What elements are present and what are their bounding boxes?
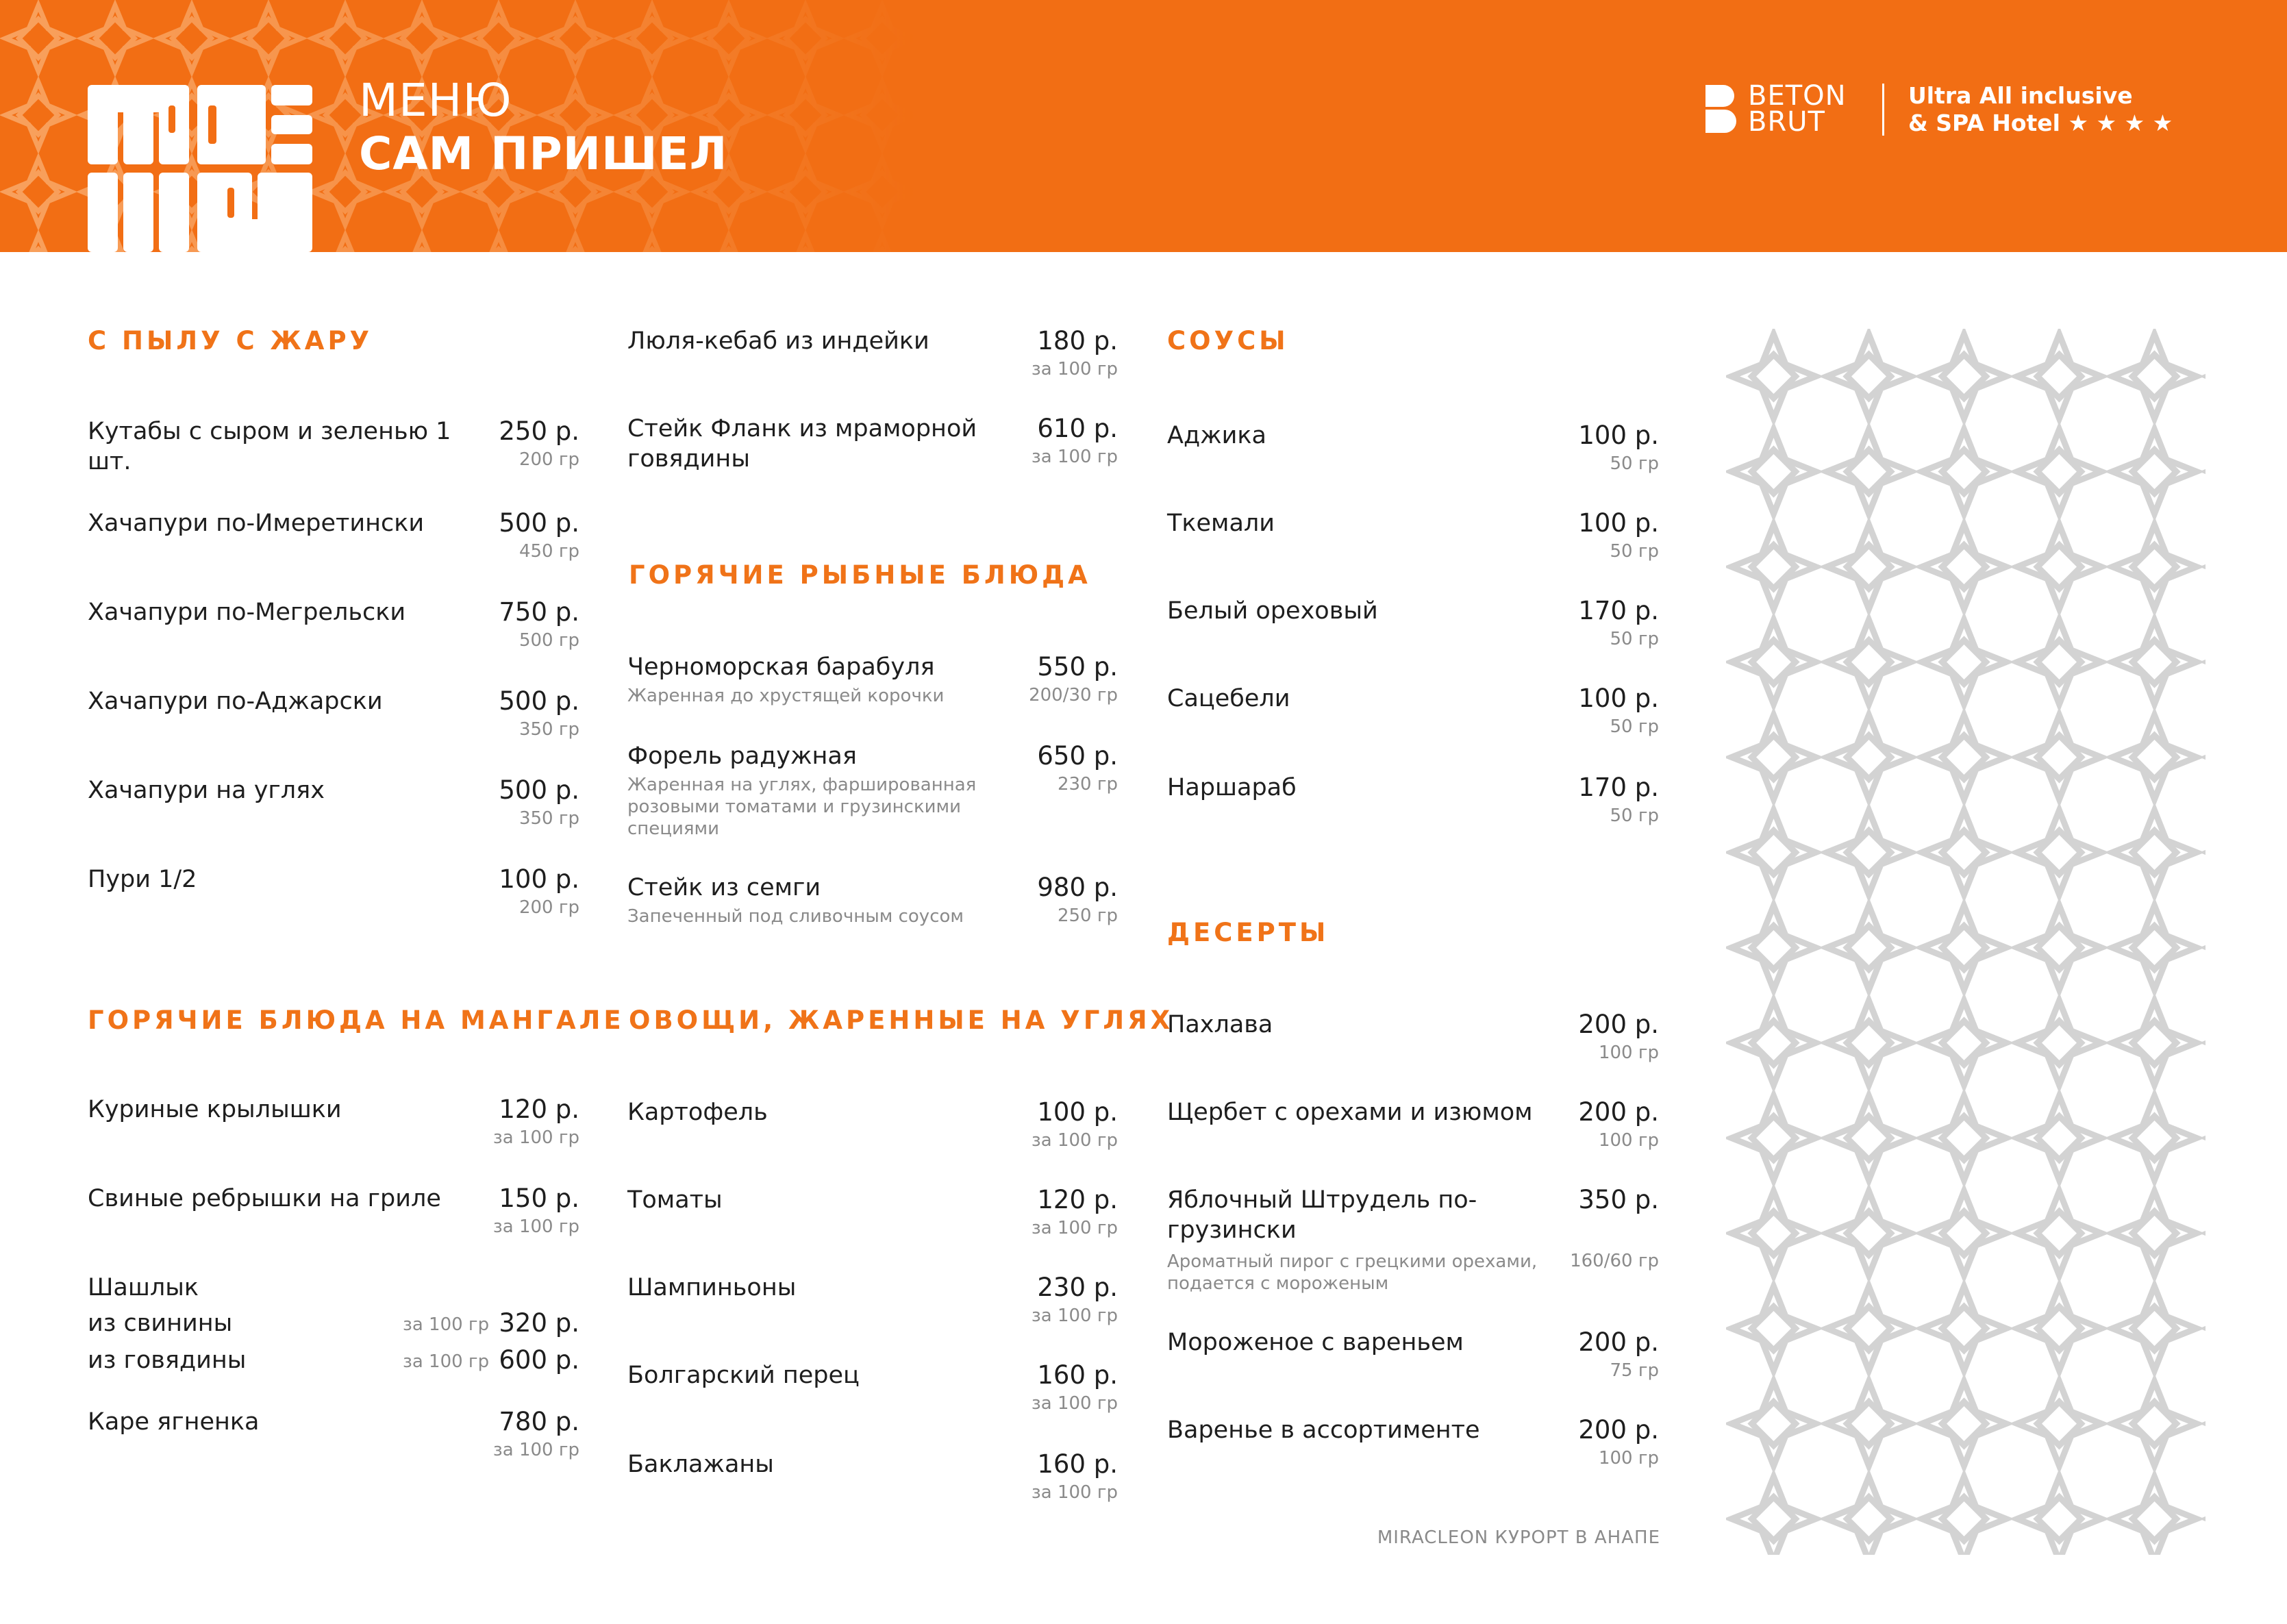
item-name: Кутабы с сыром и зеленью 1 шт.	[88, 418, 451, 475]
item-weight: 200/30 гр	[1029, 685, 1118, 705]
item-description: Жаренная на углях, фаршированная розовыми томатами и грузинскими специями	[627, 775, 977, 839]
item-name: Варенье в ассортименте	[1167, 1416, 1480, 1444]
item-weight: за 100 гр	[1031, 447, 1118, 467]
menu-item	[88, 1184, 579, 1245]
item-weight: 50 гр	[1610, 453, 1659, 474]
item-name: Хачапури по-Аджарски	[88, 688, 383, 715]
item-weight: 500 гр	[518, 630, 579, 651]
item-name: Куриные крылышки	[88, 1096, 342, 1123]
menu-item	[88, 1095, 579, 1156]
section-title-veg: ОВОЩИ, ЖАРЕННЫЕ НА УГЛЯХ	[629, 1005, 1174, 1035]
item-name: Черноморская барабуля	[627, 653, 935, 681]
item-price: 230 р.	[1037, 1273, 1118, 1302]
item-price: 350 р.	[1578, 1185, 1659, 1214]
item-name: Сацебели	[1167, 685, 1290, 712]
item-price: 120 р.	[499, 1095, 579, 1124]
item-price: 500 р.	[499, 686, 579, 716]
item-weight: 450 гр	[518, 541, 579, 562]
item-weight: 50 гр	[1610, 541, 1659, 562]
shashlyk-option-price: 600 р.	[499, 1345, 579, 1375]
menu-item	[88, 416, 579, 485]
menu-item	[1167, 1415, 1659, 1477]
footer-note: MIRACLEON КУРОРТ В АНАПЕ	[1377, 1527, 1660, 1548]
item-price: 150 р.	[499, 1184, 579, 1213]
section-title-desserts: ДЕСЕРТЫ	[1167, 918, 1329, 947]
section-title-s-pylu: С ПЫЛУ С ЖАРУ	[88, 326, 373, 355]
item-weight: 50 гр	[1610, 629, 1659, 649]
item-description: Жаренная до хрустящей корочки	[627, 686, 945, 706]
item-price: 160 р.	[1037, 1360, 1118, 1390]
item-name: Наршараб	[1167, 774, 1297, 801]
item-name: Аджика	[1167, 422, 1267, 449]
menu-item	[1167, 684, 1659, 745]
shashlyk-option-name: из говядины	[88, 1347, 247, 1374]
shashlyk-option-weight: за 100 гр	[403, 1314, 490, 1335]
item-name: Белый ореховый	[1167, 597, 1378, 625]
item-weight: за 100 гр	[1031, 1218, 1118, 1238]
item-weight: 50 гр	[1610, 716, 1659, 737]
item-weight: за 100 гр	[1031, 1306, 1118, 1326]
item-description: Запеченный под сливочным соусом	[627, 906, 964, 927]
item-weight: за 100 гр	[1031, 1130, 1118, 1151]
brand-line-brut: BRUT	[1748, 106, 1825, 138]
item-weight: за 100 гр	[492, 1216, 579, 1237]
item-price: 610 р.	[1037, 414, 1118, 443]
item-price: 100 р.	[1037, 1097, 1118, 1127]
menu-item	[88, 597, 579, 659]
menu-item	[88, 775, 579, 837]
item-price: 120 р.	[1037, 1185, 1118, 1214]
menu-item	[627, 1449, 1118, 1511]
item-weight: 350 гр	[518, 808, 579, 829]
menu-item	[627, 1360, 1118, 1422]
decorative-ornament-pattern	[1726, 329, 2205, 1555]
menu-item	[88, 508, 579, 570]
menu-header	[0, 0, 2287, 252]
shashlyk-option-weight: за 100 гр	[403, 1351, 490, 1372]
section-title-mangal: ГОРЯЧИЕ БЛЮДА НА МАНГАЛЕ	[88, 1005, 625, 1035]
item-name: Пури 1/2	[88, 866, 197, 893]
section-title-sauces: СОУСЫ	[1167, 326, 1289, 355]
item-name: Форель радужная	[627, 742, 857, 770]
item-name: Баклажаны	[627, 1451, 774, 1478]
menu-item	[627, 1185, 1118, 1247]
item-price: 980 р.	[1037, 873, 1118, 902]
shashlyk-option-name: из свинины	[88, 1310, 233, 1337]
menu-item	[627, 326, 1118, 388]
item-name: Щербет с орехами и изюмом	[1167, 1099, 1533, 1126]
item-weight: за 100 гр	[1031, 1482, 1118, 1503]
item-weight: 200 гр	[518, 449, 579, 470]
menu-item-shashlyk	[88, 1273, 579, 1382]
item-name: Шампиньоны	[627, 1274, 797, 1301]
menu-item	[627, 1273, 1118, 1334]
menu-item	[627, 873, 1118, 934]
item-price: 170 р.	[1578, 596, 1659, 625]
item-price: 500 р.	[499, 508, 579, 538]
item-name: Болгарский перец	[627, 1362, 860, 1389]
item-price: 750 р.	[499, 597, 579, 627]
item-price: 200 р.	[1578, 1010, 1659, 1039]
item-weight: 160/60 гр	[1570, 1251, 1659, 1271]
item-price: 200 р.	[1578, 1415, 1659, 1445]
item-name: Хачапури по-Имеретински	[88, 510, 425, 537]
item-weight: за 100 гр	[492, 1127, 579, 1148]
menu-item	[1167, 596, 1659, 658]
item-weight: за 100 гр	[492, 1440, 579, 1460]
item-name: Хачапури по-Мегрельски	[88, 599, 406, 626]
menu-item	[627, 414, 1118, 482]
item-weight: 230 гр	[1057, 774, 1118, 795]
item-weight: за 100 гр	[1031, 1393, 1118, 1414]
item-price: 200 р.	[1578, 1097, 1659, 1127]
item-name: Стейк Фланк из мраморной говядины	[627, 415, 977, 473]
section-title-fish: ГОРЯЧИЕ РЫБНЫЕ БЛЮДА	[629, 560, 1091, 590]
item-price: 650 р.	[1037, 741, 1118, 771]
item-name: Каре ягненка	[88, 1408, 260, 1436]
item-description: Ароматный пирог с грецкими орехами, подается с мороженым	[1167, 1251, 1538, 1294]
brand-divider	[1882, 84, 1884, 136]
item-weight: 50 гр	[1610, 805, 1659, 826]
menu-logo	[88, 85, 341, 252]
item-price: 170 р.	[1578, 773, 1659, 802]
hotel-tagline-2: & SPA Hotel ★ ★ ★ ★	[1908, 110, 2173, 136]
hotel-tagline-1: Ultra All inclusive	[1908, 82, 2133, 109]
item-name: Свиные ребрышки на гриле	[88, 1185, 441, 1212]
item-price: 100 р.	[1578, 684, 1659, 713]
menu-item	[88, 1407, 579, 1469]
menu-label: МЕНЮ	[359, 74, 512, 127]
item-name: Картофель	[627, 1099, 768, 1126]
item-name: Люля-кебаб из индейки	[627, 327, 929, 355]
item-name: Хачапури на углях	[88, 777, 325, 804]
menu-item	[627, 652, 1118, 714]
menu-item	[1167, 508, 1659, 570]
menu-item	[88, 686, 579, 748]
item-price: 550 р.	[1037, 652, 1118, 682]
menu-item	[1167, 1097, 1659, 1159]
item-price: 780 р.	[499, 1407, 579, 1436]
item-name: Яблочный Штрудель по-грузински	[1167, 1186, 1477, 1244]
item-price: 100 р.	[499, 864, 579, 894]
menu-item	[1167, 1010, 1659, 1071]
brand-line-beton: BETON	[1748, 80, 1847, 112]
item-price: 250 р.	[499, 416, 579, 446]
menu-item	[88, 864, 579, 926]
shashlyk-option-price: 320 р.	[499, 1308, 579, 1338]
restaurant-name: САМ ПРИШЕЛ	[359, 127, 728, 180]
menu-item	[1167, 773, 1659, 834]
item-name: Ткемали	[1167, 510, 1275, 537]
brand-b-icon	[1705, 85, 1737, 133]
item-weight: за 100 гр	[1031, 359, 1118, 379]
menu-item	[1167, 1327, 1659, 1389]
menu-item	[1167, 1185, 1659, 1301]
item-weight: 75 гр	[1610, 1360, 1659, 1381]
item-weight: 200 гр	[518, 897, 579, 918]
item-price: 100 р.	[1578, 508, 1659, 538]
item-name: Стейк из семги	[627, 874, 821, 901]
menu-item	[1167, 421, 1659, 482]
item-price: 160 р.	[1037, 1449, 1118, 1479]
item-price: 180 р.	[1037, 326, 1118, 355]
item-weight: 100 гр	[1598, 1448, 1659, 1469]
item-weight: 250 гр	[1057, 905, 1118, 926]
item-name: Томаты	[627, 1186, 723, 1214]
item-weight: 100 гр	[1598, 1130, 1659, 1151]
item-name: Пахлава	[1167, 1011, 1273, 1038]
item-name: Мороженое с вареньем	[1167, 1329, 1464, 1356]
item-price: 500 р.	[499, 775, 579, 805]
item-weight: 350 гр	[518, 719, 579, 740]
item-weight: 100 гр	[1598, 1042, 1659, 1063]
item-price: 200 р.	[1578, 1327, 1659, 1357]
item-name: Шашлык	[88, 1274, 199, 1301]
menu-item	[627, 741, 1118, 844]
item-price: 100 р.	[1578, 421, 1659, 450]
menu-item	[627, 1097, 1118, 1159]
